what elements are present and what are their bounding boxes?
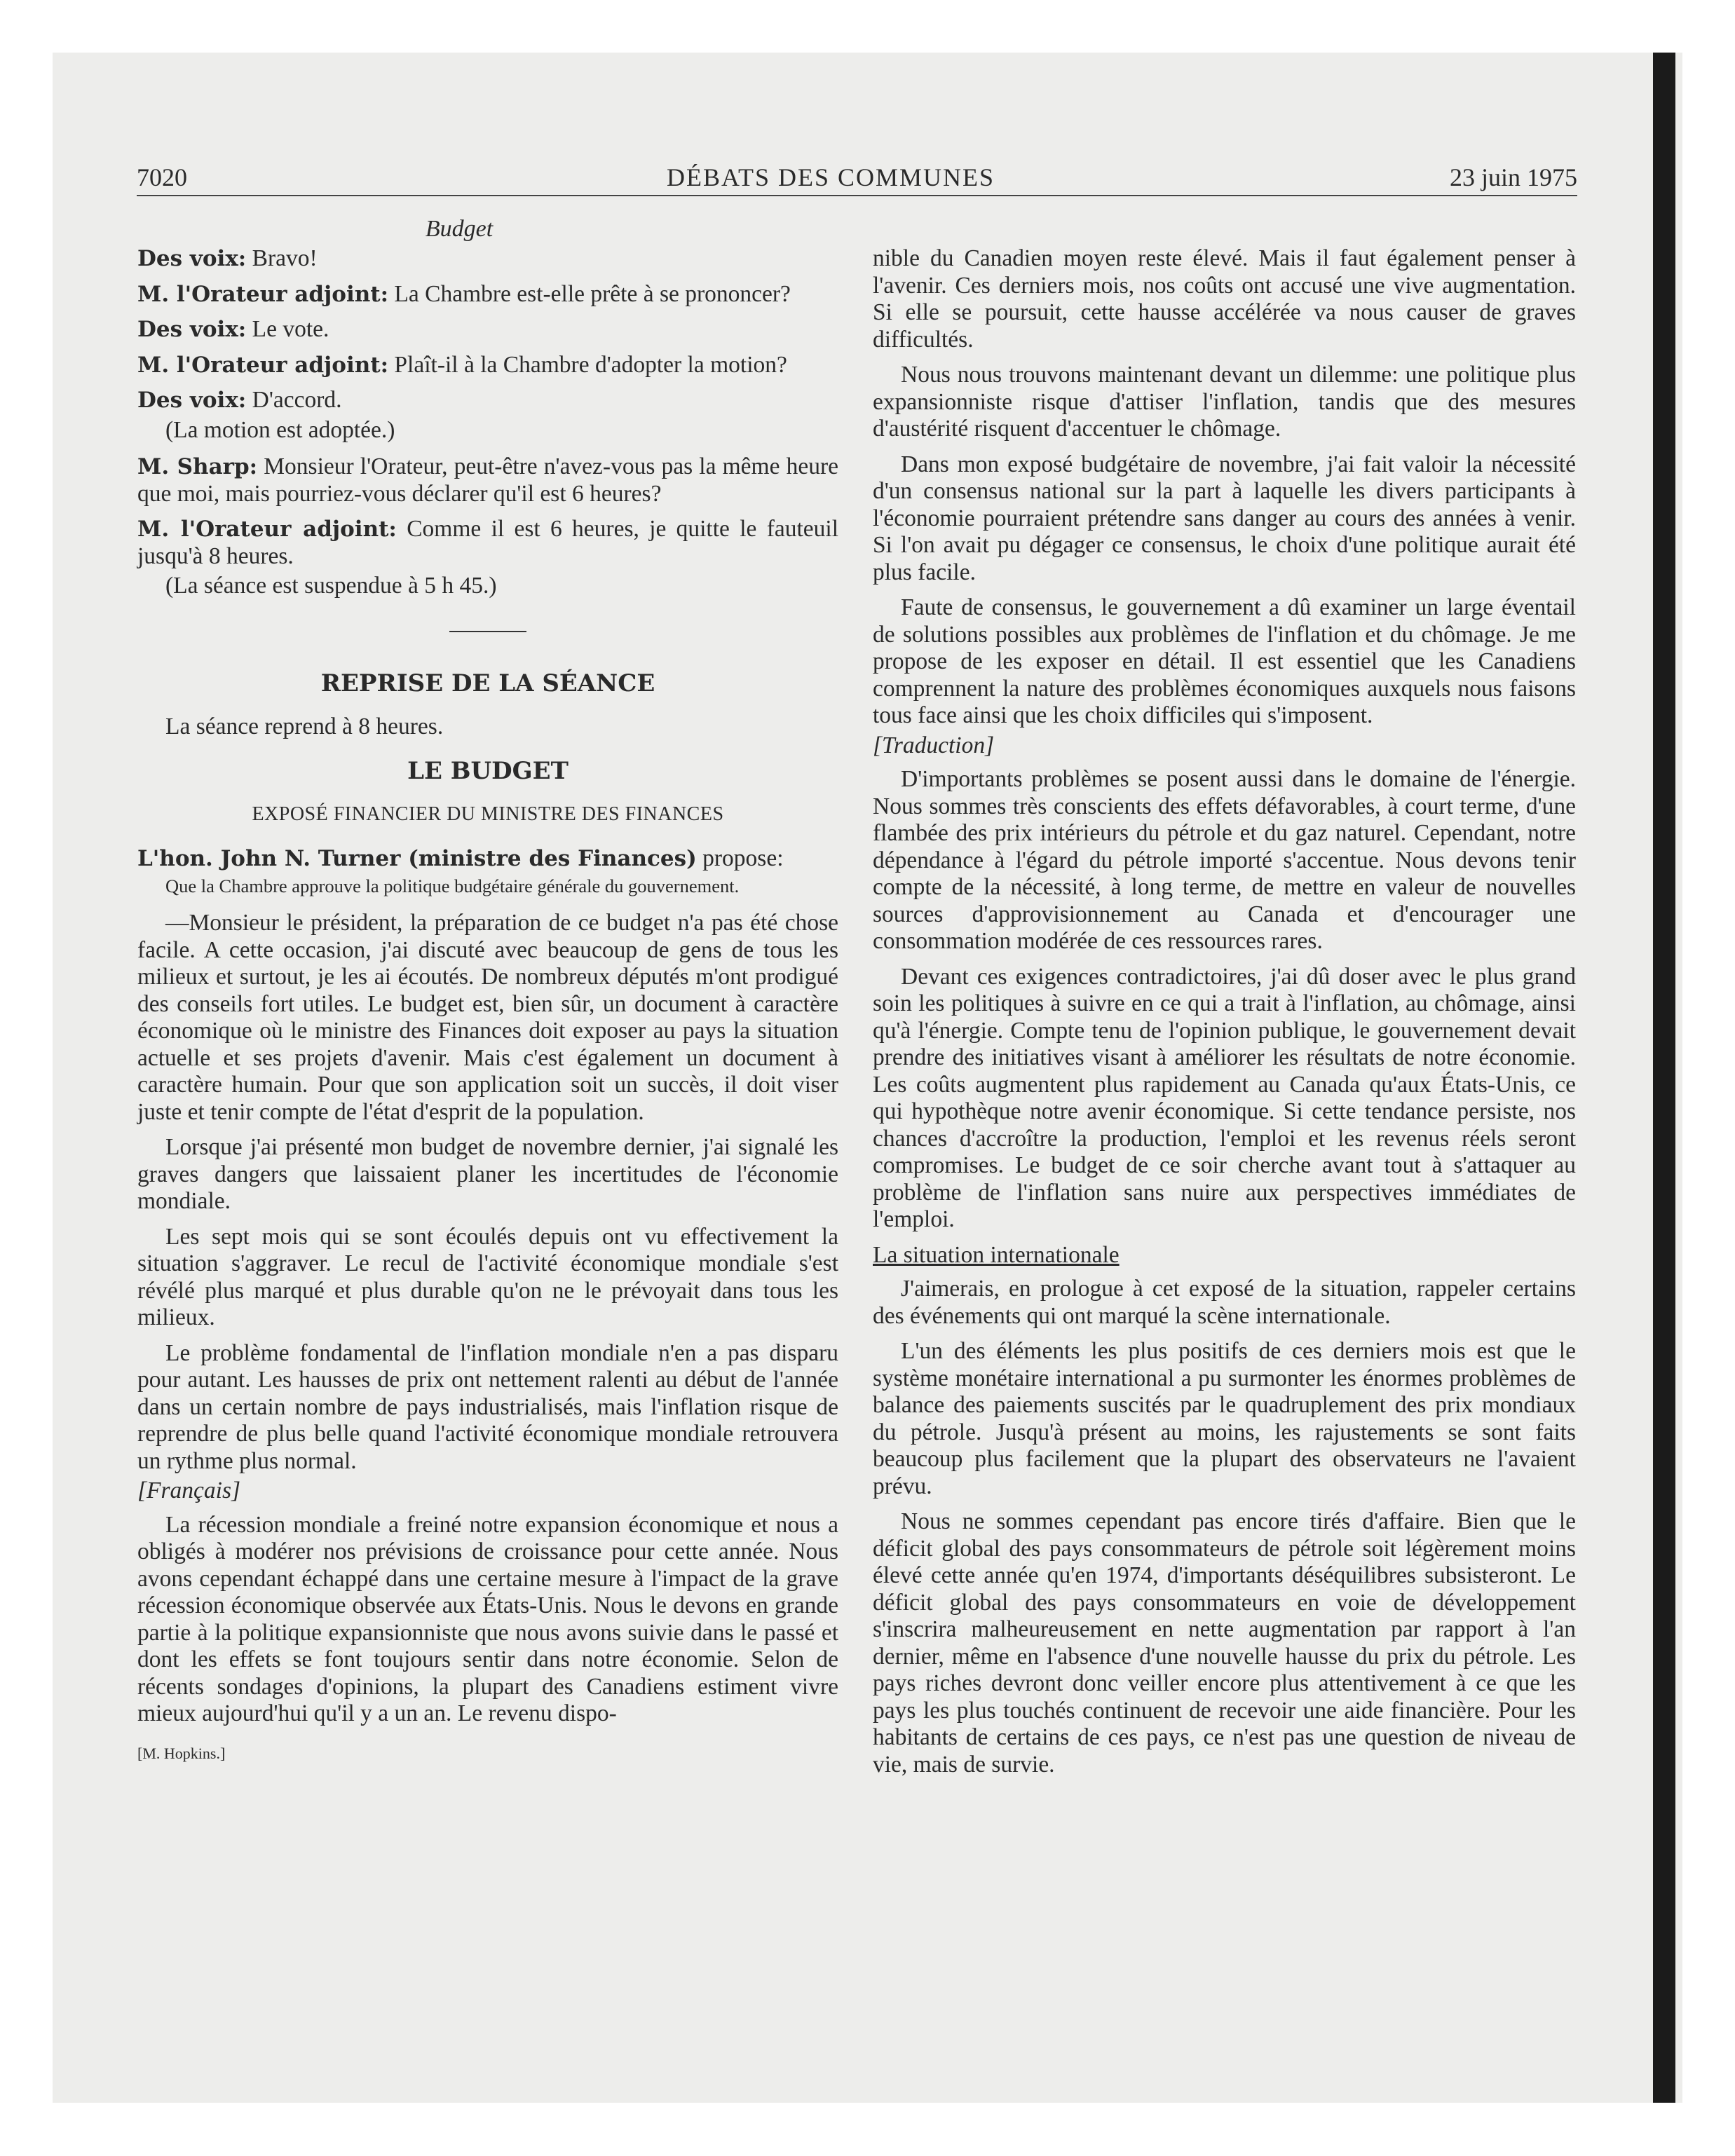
speech-text: propose:: [696, 845, 784, 871]
speaker: M. l'Orateur adjoint:: [137, 517, 397, 542]
speech-text: Bravo!: [246, 245, 318, 271]
header-rule: [137, 195, 1577, 196]
paragraph: —Monsieur le président, la préparation de ce budget n'a pas été chose facile. A cette occasion, j'ai discuté avec beaucoup de gens de tous les milieux et surtout, je les ai écoutés. De nombreux députés m'ont prodigué des conseils fort utiles. Le budget est, bien sûr, un document à caractère économique où le ministre des Finances doit exposer au pays la situation actuelle et ses projets d'avenir. Mais c'est également un document à caractère humain. Pour que son application soit un succès, il doit viser juste et tenir compte de l'état d'esprit de la population.: [137, 910, 838, 1125]
publication-title: DÉBATS DES COMMUNES: [666, 163, 995, 191]
speaker: M. l'Orateur adjoint:: [137, 352, 389, 378]
footer-note: [M. Hopkins.]: [137, 1744, 226, 1762]
speech: [137, 316, 838, 343]
publication-date: 23 juin 1975: [1449, 163, 1577, 191]
binding-edge: [1653, 53, 1675, 2103]
speech-text: La Chambre est-elle prête à se prononcer?: [388, 280, 791, 307]
speech: [137, 281, 838, 308]
motion-text: Que la Chambre approuve la politique budgétaire générale du gouvernement.: [165, 875, 740, 896]
paragraph: Devant ces exigences contradictoires, j'ai dû doser avec le plus grand soin les politiques à suivre en ce qui a trait à l'inflation, au chômage, ainsi qu'à l'énergie. Compte tenu de l'opinion publique, le gouvernement devait prendre des initiatives visant à améliorer les résultats de notre économie. Les coûts augmentent plus rapidement au Canada qu'aux États-Unis, ce qui hypothèque notre avenir économique. Si cette tendance persiste, nos chances d'accroître la production, l'emploi et les revenus réels seront compromises. Le budget de ce soir cherche avant tout à s'attaquer au problème de l'inflation sans nuire aux perspectives immédiates de l'emploi.: [873, 963, 1576, 1232]
paragraph: La récession mondiale a freiné notre expansion économique et nous a obligés à modérer nos prévisions de croissance pour cette année. Nous avons cependant échappé dans une certaine mesure à l'impact de la grave récession économique observée aux États-Unis. Nous le devons en grande partie à la politique expansionniste que nous avons suivie dans le passé et dont les effets se font toujours sentir dans notre économie. Selon de récents sondages d'opinions, la plupart des Canadiens estiment vivre mieux aujourd'hui qu'il y a un an. Le revenu dispo-: [137, 1511, 838, 1726]
paragraph: Le problème fondamental de l'inflation mondiale n'en a pas disparu pour autant. Les hausses de prix ont nettement ralenti au début de l'année dans un certain nombre de pays industrialisés, mais l'inflation risque de reprendre de plus belle quand l'activité économique mondiale retrouvera un rythme plus normal.: [137, 1339, 838, 1474]
speaker: Des voix:: [137, 388, 247, 413]
speech: [137, 387, 838, 414]
paragraph: Faute de consensus, le gouvernement a dû examiner un large éventail de solutions possibles aux problèmes de l'inflation et du chômage. Je me propose de les exposer en détail. Il est essentiel que les Canadiens comprennent la nature des problèmes économiques auxquels nous faisons tous face ainsi que les choix difficiles qui s'imposent.: [873, 594, 1576, 728]
page-header: [84, 105, 1577, 242]
section-heading: REPRISE DE LA SÉANCE: [320, 669, 655, 697]
paragraph: D'importants problèmes se posent aussi dans le domaine de l'énergie. Nous sommes très conscients des effets défavorables, à court terme, d'une flambée des prix intérieurs du pétrole et du gaz naturel. Cependant, notre dépendance à l'égard du pétrole importé s'accentue. Nous devons tenir compte de la nécessité, à long terme, de mettre en valeur de nouvelles sources d'approvisionnement au Canada et d'encourager une consommation modérée de ces ressources rares.: [873, 766, 1576, 954]
stage-direction: (La motion est adoptée.): [165, 416, 395, 443]
side-heading: La situation internationale: [873, 1241, 1120, 1268]
speaker: L'hon. John N. Turner (ministre des Finances): [137, 845, 697, 871]
page-number: 7020: [137, 163, 187, 191]
speech: [137, 453, 838, 507]
language-tag: [Français]: [137, 1478, 241, 1503]
speech: [137, 352, 838, 379]
paragraph: Dans mon exposé budgétaire de novembre, j'ai fait valoir la nécessité d'un consensus national sur la part à laquelle les divers participants à l'économie pourraient prétendre sans danger au cours des années à venir. Si l'on avait pu dégager ce consensus, le choix d'une politique aurait été plus facile.: [873, 451, 1576, 585]
stage-direction: (La séance est suspendue à 5 h 45.): [165, 573, 497, 599]
speech-text: Plaît-il à la Chambre d'adopter la motion?: [388, 351, 787, 378]
language-tag: [Traduction]: [873, 732, 995, 758]
speech: [137, 245, 838, 273]
subheading: EXPOSÉ FINANCIER DU MINISTRE DES FINANCES: [252, 803, 724, 825]
speaker: M. l'Orateur adjoint:: [137, 281, 389, 307]
paragraph: Les sept mois qui se sont écoulés depuis ont vu effectivement la situation s'aggraver. Le recul de l'activité économique mondiale s'est révélé plus marqué et plus durable qu'on ne le prévoyait dans tous les milieux.: [137, 1223, 838, 1330]
paragraph: Nous ne sommes cependant pas encore tirés d'affaire. Bien que le déficit global des pays consommateurs de pétrole soit légèrement moins élevé cette année qu'en 1974, d'importants déséquilibres subsisteront. Le déficit global des pays consommateurs en voie de développement s'inscrira malheureusement en nette augmentation par rapport à l'an dernier, même en l'absence d'une nouvelle hausse du prix du pétrole. Les pays riches devront donc veiller encore plus attentivement à ce que les pays les plus touchés continuent de recevoir une aide financière. Pour les habitants de certains de ces pays, ce n'est pas une question de niveau de vie, mais de survie.: [873, 1508, 1576, 1778]
speech-text: Comme il est 6 heures, je quitte le fauteuil jusqu'à 8 heures.: [137, 516, 839, 569]
speech-text: D'accord.: [246, 387, 342, 413]
paragraph: Lorsque j'ai présenté mon budget de novembre dernier, j'ai signalé les graves dangers que laissaient planer les incertitudes de l'économie mondiale.: [137, 1134, 838, 1214]
speech-text: Le vote.: [246, 316, 329, 342]
right-column: [873, 245, 1576, 1787]
paragraph: L'un des éléments les plus positifs de ces derniers mois est que le système monétaire international a pu surmonter les énormes problèmes de balance des paiements suscités par le quadruplement des prix mondiaux du pétrole. Jusqu'à présent au moins, les rajustements se sont faits beaucoup plus facilement que la plupart des observateurs ne l'avaient prévu.: [873, 1338, 1576, 1499]
speech: [137, 845, 838, 873]
paragraph: La séance reprend à 8 heures.: [165, 714, 444, 739]
speaker: Des voix:: [137, 246, 247, 271]
section-heading: LE BUDGET: [407, 756, 569, 785]
section-title: Budget: [425, 216, 494, 242]
section-divider: [449, 631, 526, 632]
left-column: [137, 245, 838, 1767]
speaker: Des voix:: [137, 317, 247, 342]
speech: [137, 516, 838, 570]
speech-text: Monsieur l'Orateur, peut-être n'avez-vous pas la même heure que moi, mais pourriez-vous déclarer qu'il est 6 heures?: [137, 453, 838, 507]
speaker: M. Sharp:: [137, 454, 258, 479]
paragraph: J'aimerais, en prologue à cet exposé de la situation, rappeler certains des événements qui ont marqué la scène internationale.: [873, 1276, 1576, 1329]
paragraph: nible du Canadien moyen reste élevé. Mais il faut également penser à l'avenir. Ces derniers mois, nos coûts ont accusé une vive augmentation. Si elle se poursuit, cette hausse accélérée va nous causer de graves difficultés.: [873, 245, 1576, 353]
paragraph: Nous nous trouvons maintenant devant un dilemme: une politique plus expansionniste risque d'attiser l'inflation, tandis que des mesures d'austérité risquent d'accentuer le chômage.: [873, 362, 1576, 442]
